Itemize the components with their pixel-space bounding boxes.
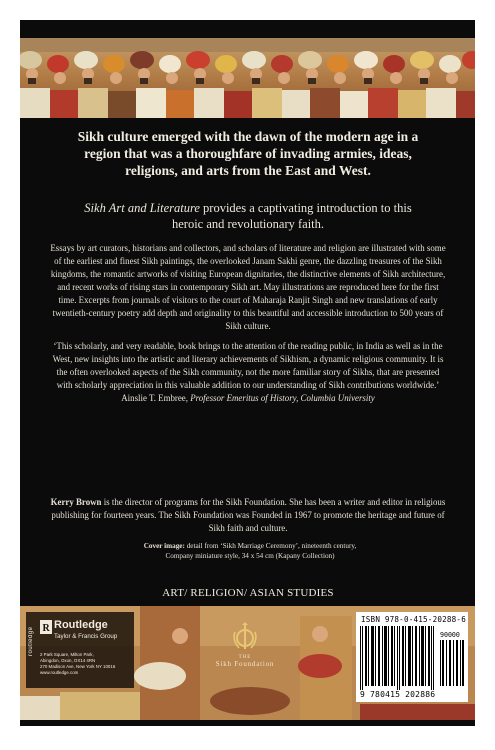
sikh-foundation-logo xyxy=(200,622,290,668)
address-line: 2 Park Square, Milton Park, xyxy=(40,652,94,657)
foundation-the: THE xyxy=(238,655,252,660)
painting-detail-illustration xyxy=(20,38,475,118)
address-line: www.routledge.com xyxy=(40,670,79,675)
publisher-name: Routledge xyxy=(54,619,108,631)
foundation-name: Sikh Foundation xyxy=(215,660,275,668)
quote-author: Ainslie T. Embree, xyxy=(121,393,191,403)
intro-paragraph xyxy=(68,200,428,232)
barcode-box xyxy=(356,612,468,702)
author-bio-text: is the director of programs for the Sikh Foundation. She has been a writer and editor in religious publishing for fourteen years. The Sikh Foundation was Founded in 1967 to promote the heritage and future of Sikh faith and culture. xyxy=(51,497,446,533)
author-name: Kerry Brown xyxy=(50,497,102,507)
publisher-vertical-mark: routledge xyxy=(28,626,34,656)
intro-text: provides a captivating introduction to this heroic and revolutionary faith. xyxy=(171,201,412,231)
description-block xyxy=(48,242,448,405)
book-back-cover xyxy=(20,20,475,726)
top-painting-banner xyxy=(20,38,475,118)
barcode-number: 9 780415 202886 xyxy=(360,690,436,699)
isbn-text: ISBN 978-0-415-20288-6 xyxy=(361,615,466,624)
book-title: Sikh Art and Literature xyxy=(84,201,200,215)
publisher-logo-block xyxy=(26,612,134,688)
quote-attribution xyxy=(48,392,448,405)
svg-text:R: R xyxy=(42,623,50,634)
author-bio xyxy=(48,496,448,535)
routledge-r-icon xyxy=(40,620,52,634)
bottom-painting-panel xyxy=(20,606,475,720)
barcode-addon-number: 90000 xyxy=(440,631,460,639)
address-line: Abingdon, Oxon, OX14 4RN xyxy=(40,658,96,663)
publisher-address xyxy=(40,652,115,676)
lead-statement: Sikh culture emerged with the dawn of the modern age in a region that was a thoroughfare of invading armies, ideas, religions, and arts from the East and West. xyxy=(77,129,419,178)
quote-author-role: Professor Emeritus of History, Columbia University xyxy=(190,393,375,403)
quote-text: ‘This scholarly, and very readable, book brings to the attention of the reading public, in India as well as in the West, new insights into the artistic and literary achievements of Sikhism, a dynamic religious community. It is the often overlooked aspects of the Sikh community, not the more familiar story of Sikhs, that are presented with scholarly appreciation in this valuable addition to our understanding of Sikh contributions worldwide.’ xyxy=(52,341,444,390)
essays-paragraph: Essays by art curators, historians and collectors, and scholars of literature and religion are illustrated with some of the earliest and finest Sikh paintings, the overlooked Janam Sakhi genre, the dazzling treasures of the Sikh kingdoms, the romantic artworks of visiting European dignitaries, the distinctive elements of Sikh architecture, and recent works of rising stars in contemporary Sikh art. May illustrations are reproduced here for the first time. Excerpts from journals of visitors to the court of Maharaja Ranjit Singh and new translations of early twentieth-century poetry add depth and originality to this beautiful and accessible introduction to 500 years of Sikh culture. xyxy=(50,243,446,331)
address-line: 270 Madison Ave, New York NY 10016 xyxy=(40,664,116,669)
cover-image-text: detail from ‘Sikh Marriage Ceremony’, nineteenth century, Company miniature style, 34 x 54 cm (Kapany Collection) xyxy=(165,542,357,560)
cover-image-credit xyxy=(140,541,360,561)
endorsement-quote xyxy=(48,340,448,405)
publisher-group: Taylor & Francis Group xyxy=(54,633,118,640)
cover-image-label: Cover image: xyxy=(143,542,185,550)
khanda-emblem-icon xyxy=(230,622,260,652)
subject-categories: ART/ RELIGION/ ASIAN STUDIES xyxy=(162,587,334,599)
